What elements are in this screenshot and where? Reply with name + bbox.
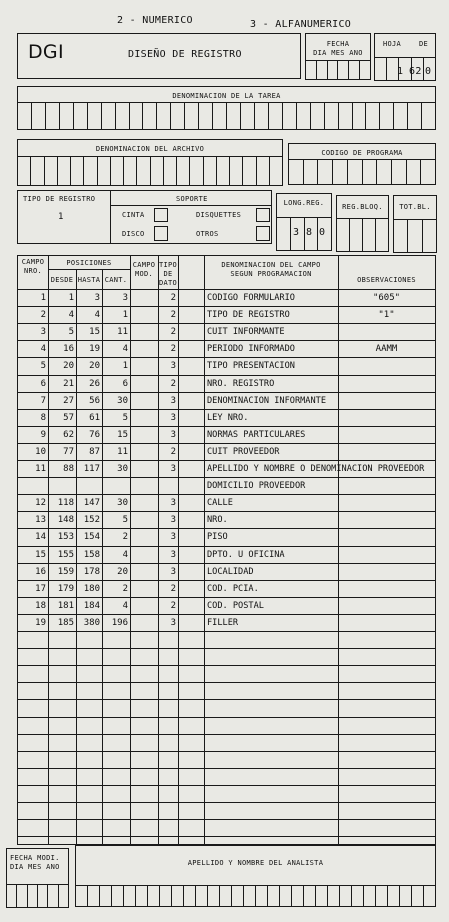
row-line bbox=[18, 802, 435, 803]
de-value-extra: 0 bbox=[425, 66, 432, 77]
cell-cant: 2 bbox=[122, 583, 128, 594]
cell-tipo: 3 bbox=[170, 412, 176, 423]
cell-tipo: 3 bbox=[170, 532, 176, 543]
table-row bbox=[18, 580, 435, 597]
cell-nro: 15 bbox=[35, 549, 46, 560]
programa-box bbox=[288, 143, 436, 185]
hdr-observaciones: OBSERVACIONES bbox=[357, 276, 416, 284]
cell-denominacion: NRO. REGISTRO bbox=[207, 378, 275, 389]
cell-nro: 4 bbox=[40, 344, 46, 355]
cell-tipo: 2 bbox=[170, 327, 176, 338]
reg-bloq-label: REG.BLOQ. bbox=[342, 203, 383, 211]
table-row bbox=[18, 460, 435, 477]
cell-nro: 13 bbox=[35, 515, 46, 526]
table-row bbox=[18, 477, 435, 494]
otros-label: OTROS bbox=[196, 230, 219, 238]
footer-fecha-box bbox=[6, 848, 69, 908]
cell-desde: 153 bbox=[57, 532, 74, 543]
row-line bbox=[18, 785, 435, 786]
cell-hasta: 26 bbox=[89, 378, 100, 389]
cell-desde: 62 bbox=[63, 429, 74, 440]
cell-denominacion: DPTO. U OFICINA bbox=[207, 549, 285, 560]
cell-cant: 30 bbox=[117, 395, 128, 406]
table-row bbox=[18, 289, 435, 306]
cell-cant: 4 bbox=[122, 600, 128, 611]
cell-nro: 7 bbox=[40, 395, 46, 406]
hdr-posiciones: POSICIONES bbox=[66, 259, 112, 267]
cell-cant: 11 bbox=[117, 327, 128, 338]
cell-nro: 17 bbox=[35, 583, 46, 594]
table-row bbox=[18, 494, 435, 511]
cell-denominacion: LEY NRO. bbox=[207, 412, 249, 423]
cell-hasta: 61 bbox=[89, 412, 100, 423]
de-value: 62 bbox=[409, 66, 422, 77]
cell-nro: 9 bbox=[40, 429, 46, 440]
cell-nro: 3 bbox=[40, 327, 46, 338]
archivo-cells[interactable] bbox=[18, 156, 282, 185]
analista-box bbox=[75, 845, 436, 907]
cell-nro: 16 bbox=[35, 566, 46, 577]
cell-nro: 11 bbox=[35, 464, 46, 474]
cell-cant: 20 bbox=[117, 566, 128, 577]
cell-desde: 16 bbox=[63, 344, 74, 355]
cell-tipo: 2 bbox=[170, 583, 176, 594]
hdr-de: DE bbox=[163, 270, 173, 278]
cell-denominacion: PISO bbox=[207, 532, 228, 543]
table-row bbox=[18, 340, 435, 357]
hdr-hasta: HASTA bbox=[77, 276, 101, 284]
cell-cant: 2 bbox=[122, 532, 128, 543]
row-line bbox=[18, 819, 435, 820]
cell-nro: 18 bbox=[35, 600, 46, 611]
cell-hasta: 3 bbox=[94, 293, 100, 303]
cell-desde: 27 bbox=[63, 395, 74, 406]
tipo-registro-value: 1 bbox=[58, 212, 64, 222]
cell-hasta: 158 bbox=[83, 549, 100, 560]
otros-checkbox[interactable] bbox=[256, 226, 270, 241]
hdr-dato: DATO bbox=[158, 279, 178, 287]
row-line bbox=[18, 631, 435, 632]
hdr-segun-programacion: SEGUN PROGRAMACION bbox=[230, 270, 312, 278]
hdr-cant: CANT. bbox=[104, 276, 128, 284]
long-reg-digit-1: 3 bbox=[293, 227, 300, 238]
analista-cells[interactable] bbox=[76, 885, 435, 906]
cell-tipo: 3 bbox=[170, 395, 176, 406]
tipo-registro-label: TIPO DE REGISTRO bbox=[23, 195, 96, 203]
cell-hasta: 4 bbox=[94, 310, 100, 321]
cell-nro: 12 bbox=[35, 498, 46, 509]
hdr-mod: MOD. bbox=[134, 270, 154, 278]
cell-denominacion: LOCALIDAD bbox=[207, 566, 254, 577]
cell-nro: 2 bbox=[40, 310, 46, 321]
cell-desde: 88 bbox=[63, 464, 74, 474]
cell-hasta: 152 bbox=[83, 515, 100, 526]
cell-observaciones: "605" bbox=[372, 293, 401, 303]
cell-desde: 57 bbox=[63, 412, 74, 423]
cell-cant: 1 bbox=[122, 361, 128, 372]
hdr-campo-mod: CAMPO bbox=[132, 261, 156, 269]
cell-denominacion: CODIGO FORMULARIO bbox=[207, 293, 295, 303]
reg-bloq-cells[interactable] bbox=[337, 218, 388, 251]
cell-desde: 155 bbox=[57, 549, 74, 560]
cell-desde: 148 bbox=[57, 515, 74, 526]
cell-tipo: 3 bbox=[170, 498, 176, 509]
tot-bl-cells[interactable] bbox=[394, 219, 436, 252]
table-row bbox=[18, 511, 435, 528]
cell-cant: 30 bbox=[117, 464, 128, 474]
cell-hasta: 87 bbox=[89, 446, 100, 457]
tarea-cells[interactable] bbox=[18, 102, 435, 129]
hdr-desde: DESDE bbox=[50, 276, 74, 284]
cell-hasta: 147 bbox=[83, 498, 100, 509]
tarea-box bbox=[17, 86, 436, 130]
row-line bbox=[18, 836, 435, 837]
cell-denominacion: COD. PCIA. bbox=[207, 583, 259, 594]
row-line bbox=[18, 699, 435, 700]
cell-tipo: 3 bbox=[170, 429, 176, 440]
cell-cant: 5 bbox=[122, 412, 128, 423]
fecha-box bbox=[305, 33, 371, 80]
soporte-label: SOPORTE bbox=[176, 195, 208, 203]
tot-bl-label: TOT.BL. bbox=[399, 203, 431, 211]
table-row bbox=[18, 546, 435, 563]
footer-fecha-label: FECHA MODI. bbox=[10, 854, 60, 862]
cell-cant: 6 bbox=[122, 378, 128, 389]
cell-denominacion: NRO. bbox=[207, 515, 228, 526]
table-row bbox=[18, 306, 435, 323]
fields-table bbox=[17, 255, 436, 845]
long-reg-digit-2: 8 bbox=[306, 227, 313, 238]
cell-desde: 179 bbox=[57, 583, 74, 594]
cell-hasta: 178 bbox=[83, 566, 100, 577]
cell-tipo: 2 bbox=[170, 378, 176, 389]
cell-desde: 185 bbox=[57, 617, 74, 628]
cell-desde: 5 bbox=[68, 327, 74, 338]
cell-cant: 11 bbox=[117, 446, 128, 457]
soporte-divider bbox=[110, 205, 271, 206]
programa-label: CODIGO DE PROGRAMA bbox=[321, 149, 403, 157]
cell-tipo: 2 bbox=[170, 600, 176, 611]
cell-observaciones: AAMM bbox=[375, 344, 398, 355]
cell-denominacion: PERIODO INFORMADO bbox=[207, 344, 295, 355]
tarea-label: DENOMINACION DE LA TAREA bbox=[172, 92, 281, 100]
cell-denominacion: APELLIDO Y NOMBRE O DENOMINACION PROVEEDOR bbox=[207, 464, 425, 474]
footer-fecha-cells[interactable] bbox=[7, 884, 68, 907]
cell-denominacion: CALLE bbox=[207, 498, 233, 509]
cinta-label: CINTA bbox=[122, 211, 145, 219]
hoja-label: HOJA bbox=[383, 40, 402, 48]
cell-tipo: 3 bbox=[170, 515, 176, 526]
de-label: DE bbox=[419, 40, 429, 48]
table-body bbox=[18, 289, 435, 844]
cell-cant: 4 bbox=[122, 344, 128, 355]
cell-tipo: 2 bbox=[170, 446, 176, 457]
cell-cant: 4 bbox=[122, 549, 128, 560]
cell-denominacion: DOMICILIO PROVEEDOR bbox=[207, 481, 306, 492]
cell-nro: 5 bbox=[40, 361, 46, 372]
cell-desde: 159 bbox=[57, 566, 74, 577]
cell-tipo: 3 bbox=[170, 549, 176, 560]
cell-tipo: 2 bbox=[170, 344, 176, 355]
cell-tipo: 3 bbox=[170, 464, 176, 474]
cell-tipo: 2 bbox=[170, 310, 176, 321]
programa-cells[interactable] bbox=[289, 159, 435, 184]
legend-alfanumeric: 3 - ALFANUMERICO bbox=[250, 19, 352, 30]
table-row bbox=[18, 375, 435, 392]
table-row bbox=[18, 597, 435, 614]
footer-fecha-sub: DIA MES ANO bbox=[10, 863, 60, 871]
hoja-value: 1 bbox=[397, 66, 404, 77]
posiciones-divider bbox=[48, 269, 130, 270]
tot-bl-box bbox=[393, 195, 437, 253]
dgi-logo: DGI bbox=[28, 41, 64, 63]
table-row bbox=[18, 563, 435, 580]
cell-hasta: 20 bbox=[89, 361, 100, 372]
cell-cant: 5 bbox=[122, 515, 128, 526]
registro-divider bbox=[110, 191, 111, 243]
header-title-box bbox=[17, 33, 301, 79]
hdr-campo: CAMPO bbox=[21, 258, 45, 266]
cell-tipo: 3 bbox=[170, 566, 176, 577]
table-row bbox=[18, 528, 435, 545]
long-reg-digit-3: 0 bbox=[319, 227, 326, 238]
cell-nro: 6 bbox=[40, 378, 46, 389]
cell-denominacion: CUIT INFORMANTE bbox=[207, 327, 285, 338]
cell-desde: 4 bbox=[68, 310, 74, 321]
row-line bbox=[18, 648, 435, 649]
archivo-label: DENOMINACION DEL ARCHIVO bbox=[95, 145, 205, 153]
cell-denominacion: FILLER bbox=[207, 617, 239, 628]
row-line bbox=[18, 665, 435, 666]
cell-tipo: 3 bbox=[170, 617, 176, 628]
cell-desde: 21 bbox=[63, 378, 74, 389]
fecha-sub: DIA MES ANO bbox=[313, 49, 363, 57]
cell-hasta: 180 bbox=[83, 583, 100, 594]
cell-denominacion: TIPO DE REGISTRO bbox=[207, 310, 290, 321]
cell-desde: 118 bbox=[57, 498, 74, 509]
disquettes-checkbox[interactable] bbox=[256, 208, 270, 222]
cell-observaciones: "1" bbox=[378, 310, 395, 321]
reg-bloq-box bbox=[336, 195, 389, 252]
hoja-box bbox=[374, 33, 436, 81]
cell-denominacion: COD. POSTAL bbox=[207, 600, 264, 611]
row-line bbox=[18, 768, 435, 769]
hdr-nro: NRO. bbox=[23, 267, 43, 275]
cell-denominacion: NORMAS PARTICULARES bbox=[207, 429, 306, 440]
cell-nro: 14 bbox=[35, 532, 46, 543]
long-reg-label: LONG.REG. bbox=[283, 199, 325, 207]
cell-desde: 1 bbox=[68, 293, 74, 303]
table-row bbox=[18, 426, 435, 443]
cell-nro: 19 bbox=[35, 617, 46, 628]
cell-cant: 30 bbox=[117, 498, 128, 509]
cell-desde: 181 bbox=[57, 600, 74, 611]
cell-denominacion: TIPO PRESENTACION bbox=[207, 361, 295, 372]
cell-cant: 15 bbox=[117, 429, 128, 440]
registro-box bbox=[17, 190, 272, 244]
cell-hasta: 19 bbox=[89, 344, 100, 355]
table-row bbox=[18, 409, 435, 426]
fecha-cells[interactable] bbox=[306, 60, 370, 79]
cell-nro: 1 bbox=[40, 293, 46, 303]
cell-hasta: 154 bbox=[83, 532, 100, 543]
cell-cant: 1 bbox=[122, 310, 128, 321]
legend-numeric: 2 - NUMERICO bbox=[117, 15, 193, 26]
cell-hasta: 380 bbox=[83, 617, 100, 628]
cell-denominacion: CUIT PROVEEDOR bbox=[207, 446, 280, 457]
cell-desde: 77 bbox=[63, 446, 74, 457]
archivo-box bbox=[17, 139, 283, 186]
table-row bbox=[18, 443, 435, 460]
disco-checkbox[interactable] bbox=[154, 226, 168, 241]
table-row bbox=[18, 392, 435, 409]
cell-hasta: 117 bbox=[83, 464, 100, 474]
cell-nro: 8 bbox=[40, 412, 46, 423]
cell-hasta: 56 bbox=[89, 395, 100, 406]
row-line bbox=[18, 682, 435, 683]
cell-cant: 3 bbox=[122, 293, 128, 303]
fecha-label: FECHA bbox=[326, 40, 350, 48]
table-row bbox=[18, 323, 435, 340]
row-line bbox=[18, 751, 435, 752]
cell-tipo: 2 bbox=[170, 293, 176, 303]
cell-tipo: 3 bbox=[170, 361, 176, 372]
hdr-tipo: TIPO bbox=[158, 261, 178, 269]
cell-nro: 10 bbox=[35, 446, 46, 457]
cell-cant: 196 bbox=[111, 617, 128, 628]
cell-denominacion: DENOMINACION INFORMANTE bbox=[207, 395, 326, 406]
cell-hasta: 15 bbox=[89, 327, 100, 338]
row-line bbox=[18, 734, 435, 735]
cell-hasta: 184 bbox=[83, 600, 100, 611]
long-reg-box bbox=[276, 193, 332, 251]
hdr-denominacion: DENOMINACION DEL CAMPO bbox=[221, 261, 321, 269]
cinta-checkbox[interactable] bbox=[154, 208, 168, 222]
table-row bbox=[18, 614, 435, 631]
cell-desde: 20 bbox=[63, 361, 74, 372]
disco-label: DISCO bbox=[122, 230, 145, 238]
row-line bbox=[18, 717, 435, 718]
form-title: DISEÑO DE REGISTRO bbox=[128, 49, 242, 60]
disquettes-label: DISQUETTES bbox=[196, 211, 242, 219]
table-row bbox=[18, 357, 435, 374]
cell-hasta: 76 bbox=[89, 429, 100, 440]
analista-label: APELLIDO Y NOMBRE DEL ANALISTA bbox=[187, 859, 324, 867]
